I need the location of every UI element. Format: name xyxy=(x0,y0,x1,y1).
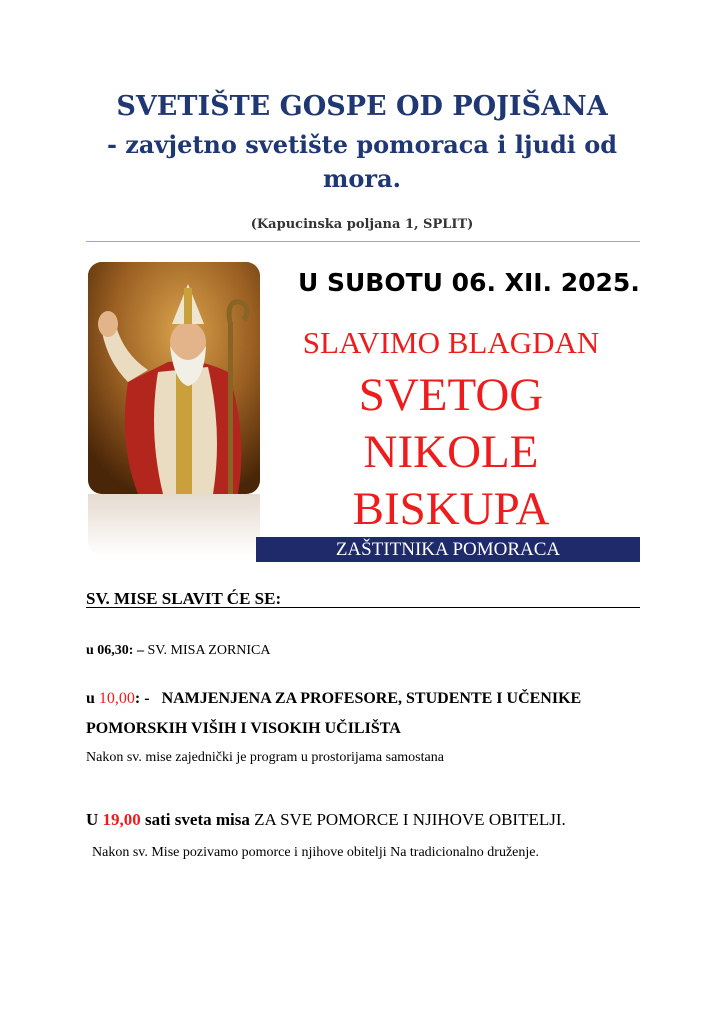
saint-figure-icon xyxy=(88,262,260,494)
saint-name-line-3: BISKUPA xyxy=(352,483,550,535)
mass-prefix: u xyxy=(86,690,95,707)
celebrate-heading: SLAVIMO BLAGDAN xyxy=(302,325,600,360)
mass-time: 19,00 xyxy=(102,810,141,829)
mass-schedule-item xyxy=(86,643,646,659)
mass-description: NAMJENJENA ZA PROFESORE, STUDENTE I UČENIKE POMORSKIH VIŠIH I VISOKIH UČILIŠTA xyxy=(86,690,582,737)
mass-separator: : - xyxy=(134,690,150,707)
masses-divider xyxy=(86,607,640,608)
mass-label: sati sveta misa xyxy=(145,810,250,829)
mass-time: u 06,30: – xyxy=(86,643,144,658)
saint-name-line-1: SVETOG xyxy=(358,369,544,421)
page-subtitle: - zavjetno svetište pomoraca i ljudi od mora. xyxy=(106,130,618,193)
masses-heading: SV. MISE SLAVIT ĆE SE: xyxy=(86,589,282,608)
header-divider xyxy=(86,241,640,242)
painting-reflection xyxy=(88,494,260,556)
mass-time: 10,00 xyxy=(98,690,135,707)
mass-note: Nakon sv. Mise pozivamo pomorce i njihove obitelji Na tradicionalno druženje. xyxy=(92,845,539,860)
mass-description: ZA SVE POMORCE I NJIHOVE OBITELJI. xyxy=(254,810,566,829)
address: (Kapucinska poljana 1, SPLIT) xyxy=(250,217,474,232)
patron-banner: ZAŠTITNIKA POMORACA xyxy=(256,537,640,562)
mass-note: Nakon sv. mise zajednički je program u prostorijama samostana xyxy=(86,750,444,765)
event-date: U SUBOTU 06. XII. 2025. xyxy=(298,268,640,297)
saint-nicholas-painting-icon xyxy=(88,262,260,494)
mass-schedule-item xyxy=(86,684,626,744)
mass-schedule-item xyxy=(86,810,646,830)
page-title: SVETIŠTE GOSPE OD POJIŠANA xyxy=(116,91,608,122)
mass-prefix: U xyxy=(86,810,99,829)
mass-description: SV. MISA ZORNICA xyxy=(147,643,271,658)
saint-name-line-2: NIKOLE xyxy=(363,426,539,478)
